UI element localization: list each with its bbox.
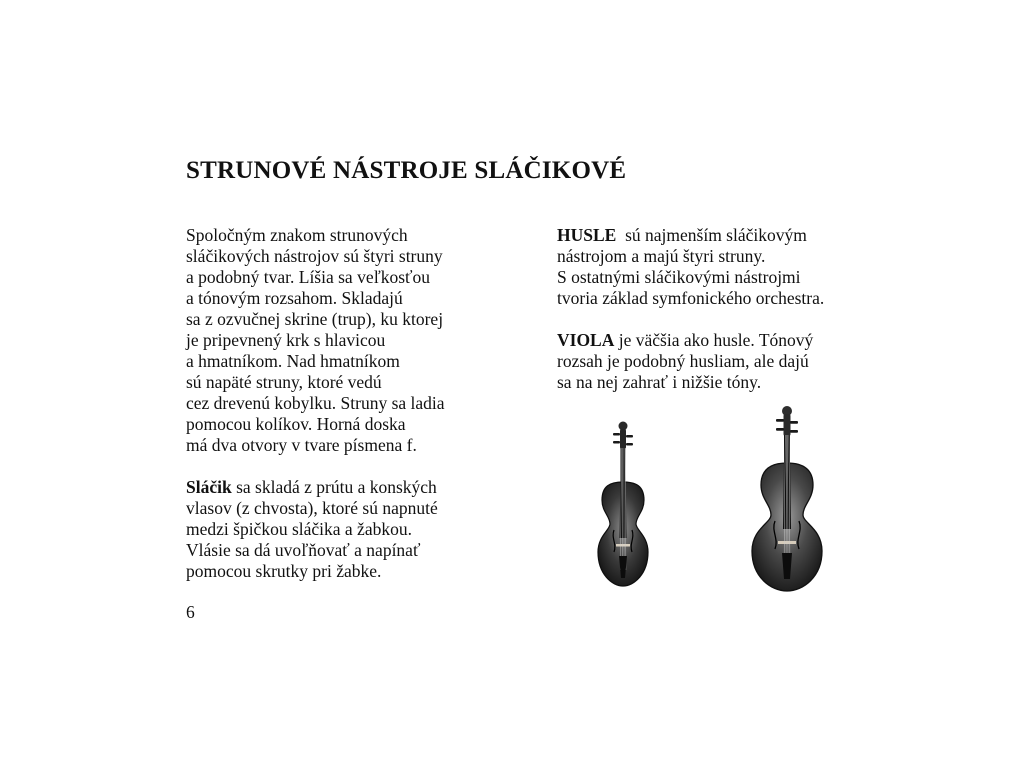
violin-image	[588, 420, 658, 592]
violin-line: S ostatnými sláčikovými nástrojmi	[557, 267, 801, 287]
bow-line: Vlásie sa dá uvoľňovať a napínať	[186, 540, 421, 560]
left-column	[186, 225, 516, 582]
viola-image	[744, 405, 830, 595]
viola-first-line	[557, 330, 887, 351]
intro-line: má dva otvory v tvare písmena f.	[186, 435, 417, 455]
bow-first-line-rest: sa skladá z prútu a konských	[231, 477, 437, 497]
intro-line: a podobný tvar. Líšia sa veľkosťou	[186, 267, 430, 287]
bow-line: medzi špičkou sláčika a žabkou.	[186, 519, 412, 539]
violin-paragraph	[557, 225, 887, 309]
violin-first-line-rest: sú najmenším sláčikovým	[616, 225, 807, 245]
viola-paragraph	[557, 330, 887, 393]
intro-line: a tónovým rozsahom. Skladajú	[186, 288, 403, 308]
intro-paragraph	[186, 225, 516, 456]
intro-line: cez drevenú kobylku. Struny sa ladia	[186, 393, 445, 413]
bow-line: pomocou skrutky pri žabke.	[186, 561, 382, 581]
intro-line: pomocou kolíkov. Horná doska	[186, 414, 406, 434]
page-title: STRUNOVÉ NÁSTROJE SLÁČIKOVÉ	[186, 157, 627, 184]
paragraph-gap	[557, 309, 887, 330]
bow-paragraph	[186, 477, 516, 582]
bow-first-line	[186, 477, 516, 498]
intro-line: a hmatníkom. Nad hmatníkom	[186, 351, 400, 371]
violin-term: HUSLE	[557, 225, 617, 245]
paragraph-gap	[186, 456, 516, 477]
bow-line: vlasov (z chvosta), ktoré sú napnuté	[186, 498, 438, 518]
viola-line: sa na nej zahrať i nižšie tóny.	[557, 372, 762, 392]
violin-line: tvoria základ symfonického orchestra.	[557, 288, 825, 308]
viola-first-line-rest: je väčšia ako husle. Tónový	[614, 330, 814, 350]
right-column	[557, 225, 887, 393]
intro-line: je pripevnený krk s hlavicou	[186, 330, 386, 350]
viola-term: VIOLA	[557, 330, 615, 350]
intro-line: Spoločným znakom strunových	[186, 225, 408, 245]
bow-term: Sláčik	[186, 477, 232, 497]
violin-first-line	[557, 225, 887, 246]
intro-line: sa z ozvučnej skrine (trup), ku ktorej	[186, 309, 444, 329]
page-number: 6	[186, 602, 195, 622]
intro-line: sláčikových nástrojov sú štyri struny	[186, 246, 443, 266]
viola-line: rozsah je podobný husliam, ale dajú	[557, 351, 809, 371]
intro-line: sú napäté struny, ktoré vedú	[186, 372, 382, 392]
violin-line: nástrojom a majú štyri struny.	[557, 246, 766, 266]
